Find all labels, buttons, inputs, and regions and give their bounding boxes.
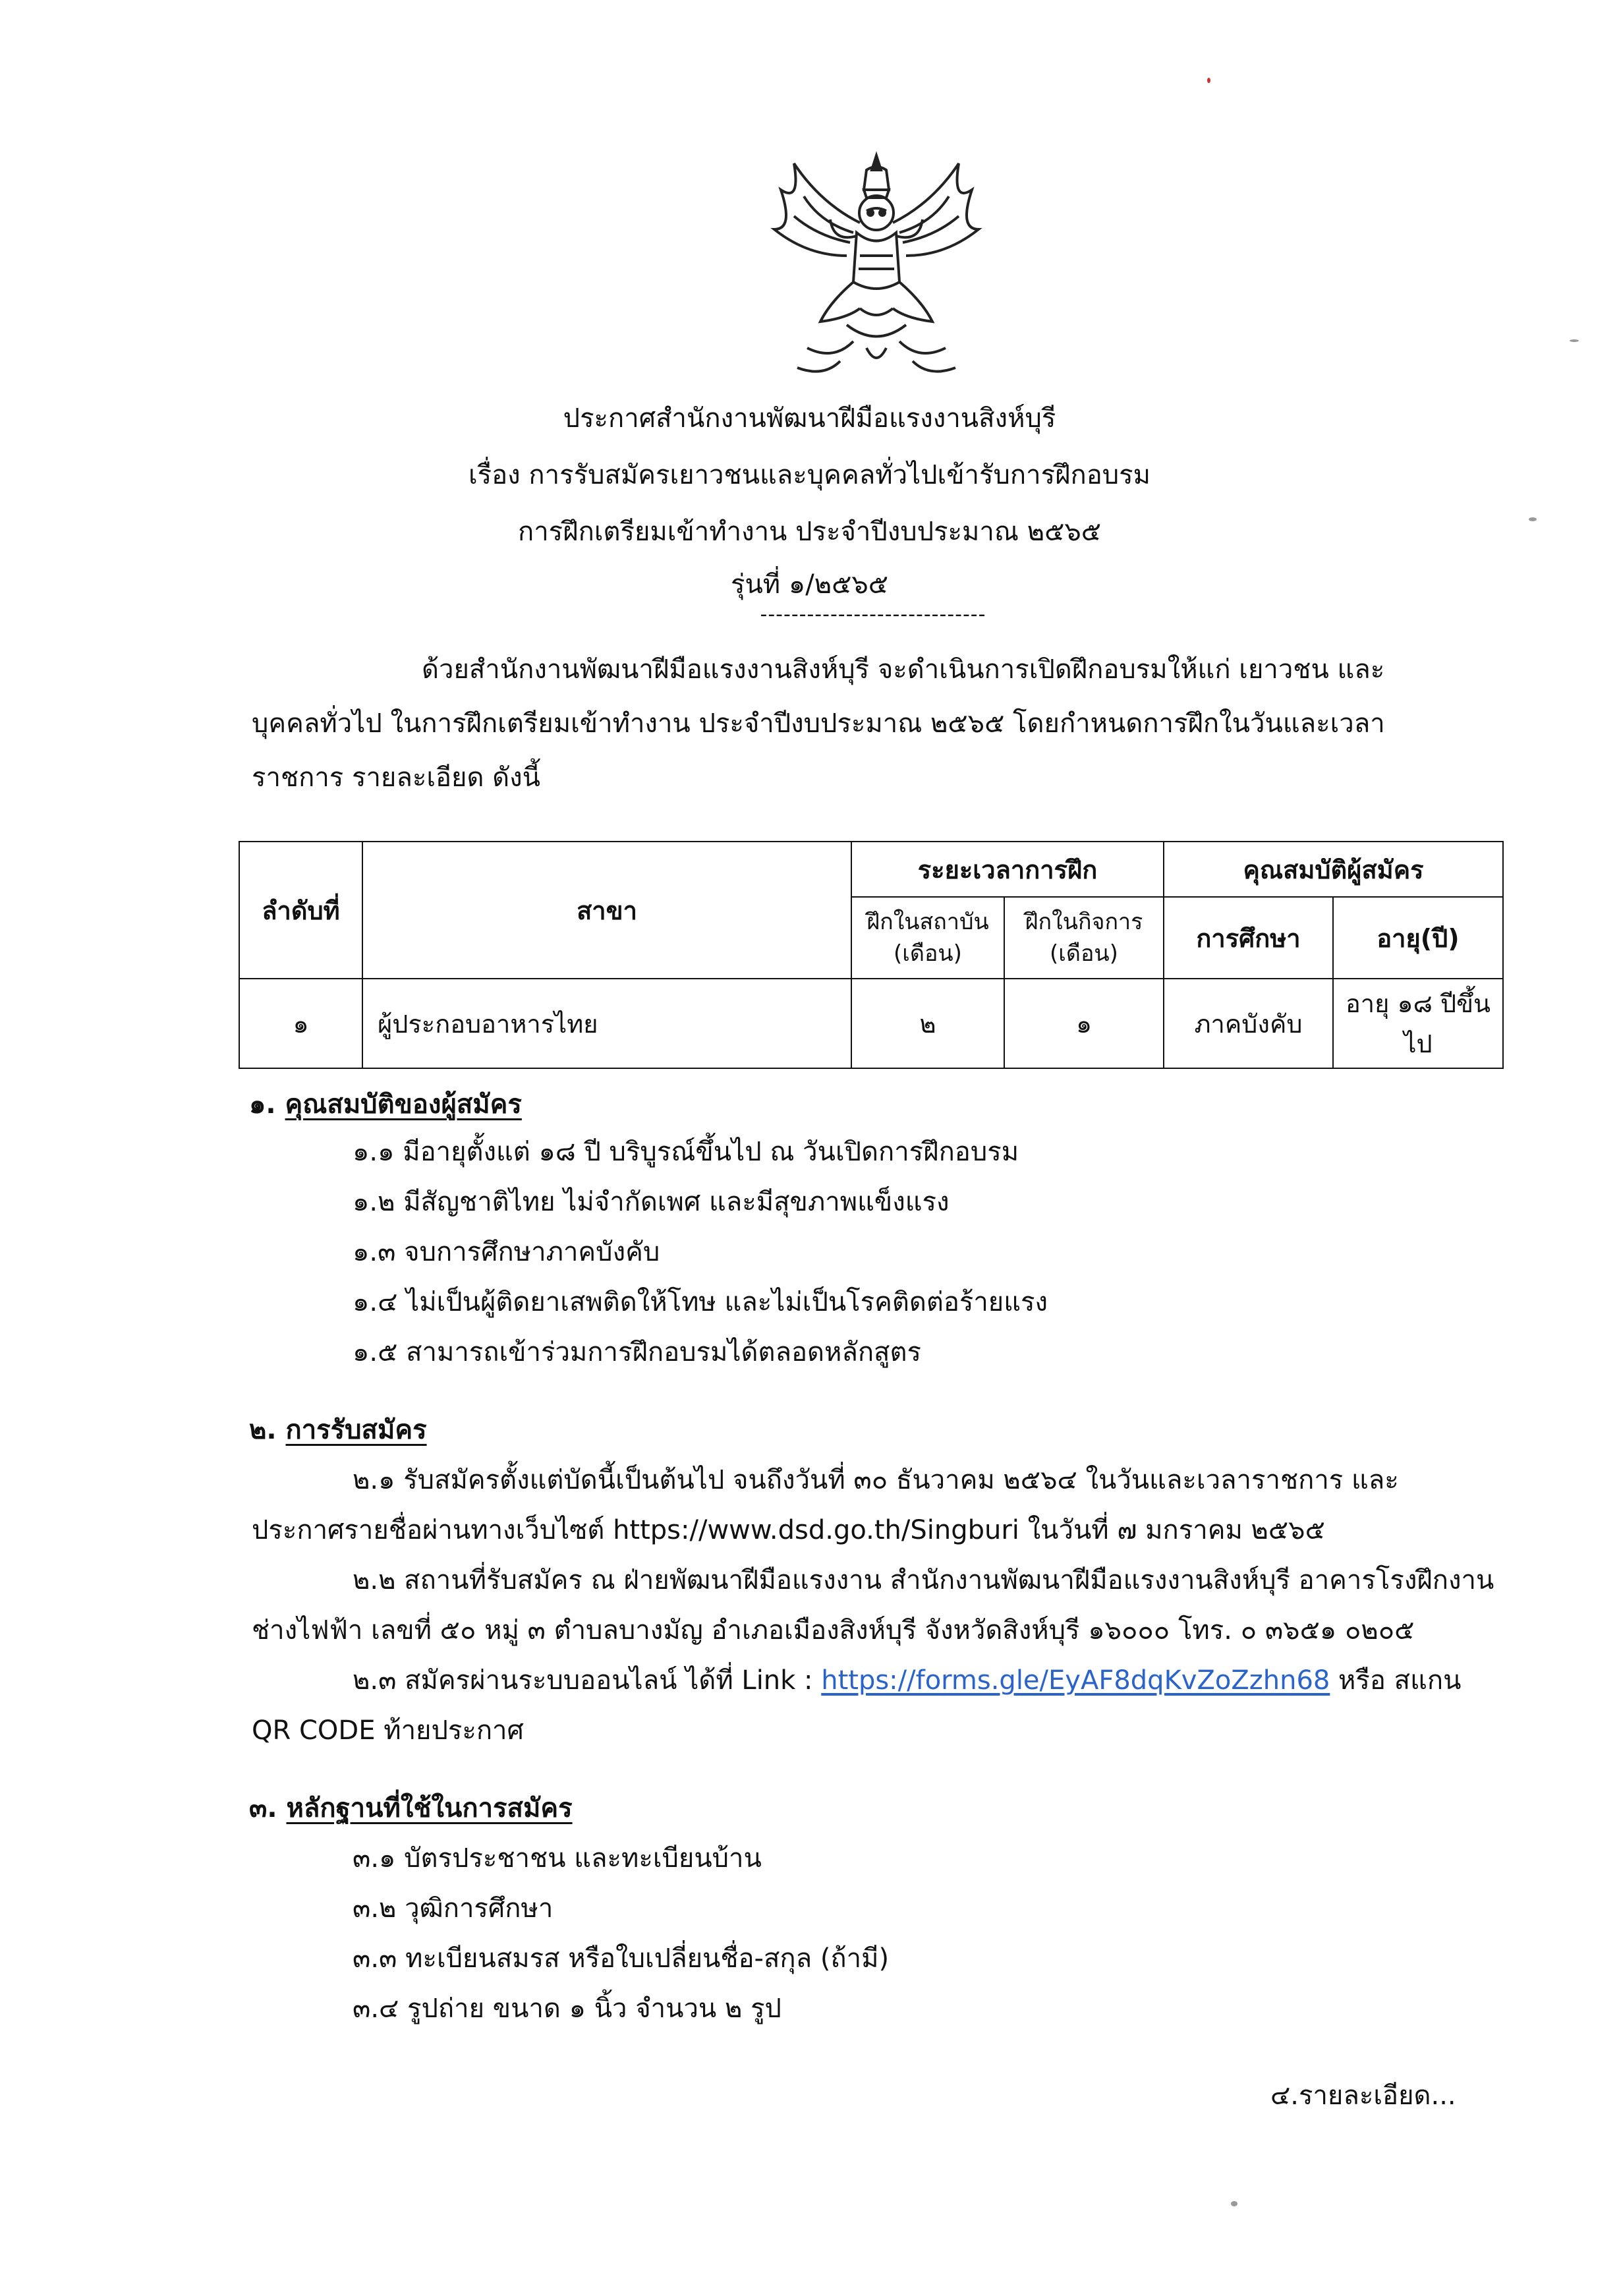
table-header-row xyxy=(239,842,1503,897)
section-2-heading: ๒. การรับสมัคร xyxy=(249,1415,427,1445)
title-separator: ----------------------------- xyxy=(760,603,986,626)
header-qualification-group: คุณสมบัติผู้สมัคร xyxy=(1164,842,1503,897)
cell-age: อายุ ๑๘ ปีขึ้นไป xyxy=(1333,979,1503,1068)
section-1-item: ๑.๒ มีสัญชาติไทย ไม่จำกัดเพศ และมีสุขภาพแข็งแรง xyxy=(353,1187,950,1217)
header-branch: สาขา xyxy=(362,842,851,979)
section-3-item: ๓.๓ ทะเบียนสมรส หรือใบเปลี่ยนชื่อ-สกุล (ถ้ามี) xyxy=(353,1943,890,1974)
header-no: ลำดับที่ xyxy=(239,842,362,979)
garuda-emblem-icon xyxy=(768,150,985,378)
section-1-heading: ๑. คุณสมบัติของผู้สมัคร xyxy=(249,1089,522,1120)
header-company: ฝึกในกิจการ (เดือน) xyxy=(1004,897,1164,979)
cell-no: ๑ xyxy=(239,979,362,1068)
section-3-item: ๓.๔ รูปถ่าย ขนาด ๑ นิ้ว จำนวน ๒ รูป xyxy=(353,1994,781,2024)
cell-education: ภาคบังคับ xyxy=(1164,979,1333,1068)
registration-form-link[interactable]: https://forms.gle/EyAF8dqKvZoZzhn68 xyxy=(821,1665,1330,1696)
scan-speck xyxy=(1570,339,1579,342)
cell-branch: ผู้ประกอบอาหารไทย xyxy=(362,979,851,1068)
header-institute: ฝึกในสถาบัน (เดือน) xyxy=(851,897,1004,979)
scan-speck xyxy=(1529,517,1537,521)
announcement-title: ประกาศสำนักงานพัฒนาฝีมือแรงงานสิงห์บุรี xyxy=(563,403,1056,434)
intro-line-1: ด้วยสำนักงานพัฒนาฝีมือแรงงานสิงห์บุรี จะดำเนินการเปิดฝึกอบรมให้แก่ เยาวชน และ xyxy=(422,654,1385,685)
scan-speck xyxy=(1207,78,1210,83)
section-2-1-line-2: ประกาศรายชื่อผ่านทางเว็บไซต์ https://www.dsd.go.th/Singburi ในวันที่ ๗ มกราคม ๒๕๖๕ xyxy=(252,1515,1325,1545)
announcement-batch: รุ่นที่ ๑/๒๕๖๕ xyxy=(730,569,889,600)
scan-speck xyxy=(1231,2201,1237,2206)
header-education: การศึกษา xyxy=(1164,897,1333,979)
intro-line-2: บุคคลทั่วไป ในการฝึกเตรียมเข้าทำงาน ประจำปีงบประมาณ ๒๕๖๕ โดยกำหนดการฝึกในวันและเวลา xyxy=(252,708,1385,739)
section-2-2-line-1: ๒.๒ สถานที่รับสมัคร ณ ฝ่ายพัฒนาฝีมือแรงงาน สำนักงานพัฒนาฝีมือแรงงานสิงห์บุรี อาคารโรงฝึกงาน xyxy=(353,1565,1494,1595)
section-1-item: ๑.๔ ไม่เป็นผู้ติดยาเสพติดให้โทษ และไม่เป็นโรคติดต่อร้ายแรง xyxy=(353,1287,1048,1317)
header-duration-group: ระยะเวลาการฝึก xyxy=(851,842,1164,897)
section-2-3-line-1: ๒.๓ สมัครผ่านระบบออนไลน์ ได้ที่ Link : https://forms.gle/EyAF8dqKvZoZzhn68 หรือ สแกน xyxy=(353,1665,1462,1696)
section-1-item: ๑.๓ จบการศึกษาภาคบังคับ xyxy=(353,1237,660,1267)
section-1-item: ๑.๑ มีอายุตั้งแต่ ๑๘ ปี บริบูรณ์ขึ้นไป ณ วันเปิดการฝึกอบรม xyxy=(353,1137,1019,1167)
section-3-item: ๓.๒ วุฒิการศึกษา xyxy=(353,1893,554,1924)
intro-line-3: ราชการ รายละเอียด ดังนี้ xyxy=(252,762,541,793)
training-schedule-table xyxy=(239,841,1504,1069)
announcement-subject: เรื่อง การรับสมัครเยาวชนและบุคคลทั่วไปเข้ารับการฝึกอบรม xyxy=(469,460,1150,490)
next-page-indicator: ๔.รายละเอียด... xyxy=(1270,2081,1456,2111)
cell-company: ๑ xyxy=(1004,979,1164,1068)
header-age: อายุ(ปี) xyxy=(1333,897,1503,979)
section-1-item: ๑.๕ สามารถเข้าร่วมการฝึกอบรมได้ตลอดหลักสูตร xyxy=(353,1337,921,1367)
table-row xyxy=(239,979,1503,1068)
section-3-heading: ๓. หลักฐานที่ใช้ในการสมัคร xyxy=(249,1793,573,1823)
cell-institute: ๒ xyxy=(851,979,1004,1068)
announcement-program: การฝึกเตรียมเข้าทำงาน ประจำปีงบประมาณ ๒๕๖๕ xyxy=(518,517,1101,547)
section-3-item: ๓.๑ บัตรประชาชน และทะเบียนบ้าน xyxy=(353,1843,762,1874)
section-2-3-line-2: QR CODE ท้ายประกาศ xyxy=(252,1715,524,1746)
section-2-2-line-2: ช่างไฟฟ้า เลขที่ ๕๐ หมู่ ๓ ตำบลบางมัญ อำเภอเมืองสิงห์บุรี จังหวัดสิงห์บุรี ๑๖๐๐๐ โทร. ๐ ๓๖๕๑ ๐๒๐๕ xyxy=(252,1615,1415,1646)
section-2-1-line-1: ๒.๑ รับสมัครตั้งแต่บัดนี้เป็นต้นไป จนถึงวันที่ ๓๐ ธันวาคม ๒๕๖๔ ในวันและเวลาราชการ และ xyxy=(353,1465,1399,1495)
